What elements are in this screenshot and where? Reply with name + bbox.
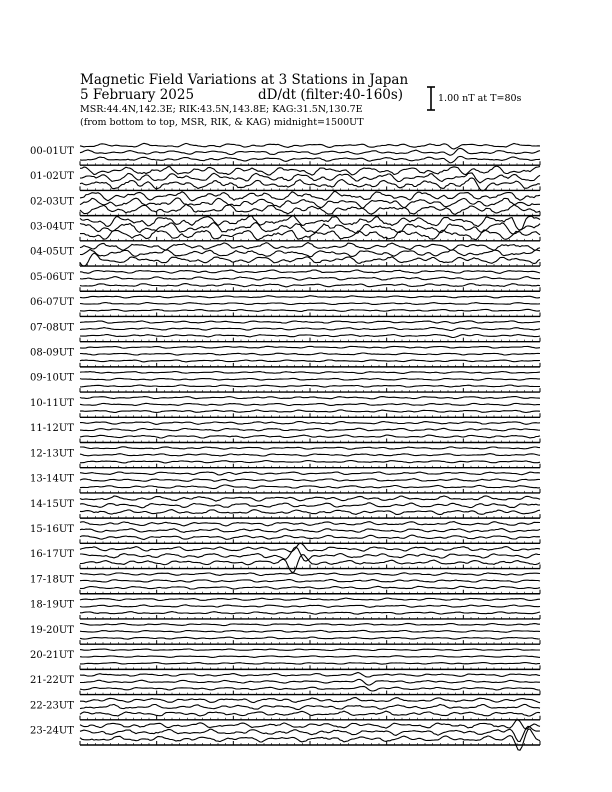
trace-KAG [80, 270, 540, 273]
row-label: 17-18UT [30, 574, 74, 586]
row-02-03UT [30, 192, 540, 216]
trace-RIK [80, 605, 540, 608]
row-label: 08-09UT [30, 347, 74, 359]
trace-MSR [80, 360, 540, 362]
scale-bar-label: 1.00 nT at T=80s [438, 93, 522, 104]
row-01-02UT [30, 166, 540, 191]
row-label: 02-03UT [30, 196, 74, 208]
trace-RIK [80, 223, 540, 234]
trace-MSR [80, 637, 540, 639]
trace-MSR [80, 555, 540, 573]
trace-KAG [80, 216, 540, 230]
row-label: 23-24UT [30, 725, 74, 737]
trace-MSR [80, 435, 540, 438]
row-21-22UT [30, 673, 540, 695]
trace-RIK [80, 630, 540, 632]
row-label: 15-16UT [30, 523, 74, 535]
chart-date: 5 February 2025 [80, 87, 195, 103]
trace-RIK [80, 328, 540, 331]
trace-KAG [80, 321, 540, 324]
row-23-24UT [30, 720, 540, 750]
row-20-21UT [30, 649, 540, 669]
trace-MSR [80, 510, 540, 515]
trace-KAG [80, 243, 540, 251]
row-label: 16-17UT [30, 549, 74, 561]
trace-KAG [80, 698, 540, 703]
trace-KAG [80, 598, 540, 601]
chart-title: Magnetic Field Variations at 3 Stations in Japan [80, 72, 409, 88]
trace-MSR [80, 535, 540, 539]
row-11-12UT [30, 422, 540, 443]
trace-RIK [80, 303, 540, 305]
trace-KAG [80, 522, 540, 526]
trace-KAG [80, 192, 540, 201]
row-05-06UT [30, 270, 540, 291]
trace-RIK [80, 479, 540, 482]
row-label: 21-22UT [30, 675, 74, 687]
trace-KAG [80, 296, 540, 298]
trace-KAG [80, 166, 540, 175]
row-14-15UT [30, 496, 540, 518]
trace-KAG [80, 447, 540, 449]
trace-RIK [80, 547, 540, 561]
trace-KAG [80, 346, 540, 348]
row-12-13UT [30, 447, 540, 468]
trace-RIK [80, 503, 540, 508]
row-label: 09-10UT [30, 372, 74, 384]
trace-KAG [80, 496, 540, 501]
trace-MSR [80, 410, 540, 413]
chart-component: dD/dt (filter:40-160s) [258, 87, 404, 103]
row-label: 03-04UT [30, 221, 74, 233]
trace-KAG [80, 397, 540, 399]
trace-RIK [80, 428, 540, 431]
trace-KAG [80, 472, 540, 475]
trace-MSR [80, 485, 540, 489]
row-18-19UT [30, 598, 540, 619]
station-order-note: (from bottom to top, MSR, RIK, & KAG) midnight=1500UT [80, 117, 364, 128]
trace-RIK [80, 249, 540, 256]
trace-RIK [80, 148, 540, 155]
row-label: 18-19UT [30, 599, 74, 611]
trace-MSR [80, 385, 540, 387]
row-label: 22-23UT [30, 700, 74, 712]
row-15-16UT [30, 522, 540, 544]
row-08-09UT [30, 346, 540, 367]
row-19-20UT [30, 623, 540, 644]
row-label: 10-11UT [30, 397, 74, 409]
trace-RIK [80, 403, 540, 405]
row-label: 01-02UT [30, 171, 74, 183]
trace-MSR [80, 335, 540, 338]
scale-bar [427, 87, 435, 110]
row-label: 06-07UT [30, 297, 74, 309]
row-17-18UT [30, 573, 540, 594]
row-07-08UT [30, 321, 540, 342]
row-label: 13-14UT [30, 473, 74, 485]
row-10-11UT [30, 397, 540, 418]
row-label: 19-20UT [30, 624, 74, 636]
trace-KAG [80, 673, 540, 678]
trace-KAG [80, 143, 540, 149]
row-04-05UT [30, 243, 540, 267]
trace-RIK [80, 704, 540, 709]
trace-MSR [80, 686, 540, 691]
row-label: 12-13UT [30, 448, 74, 460]
row-06-07UT [30, 296, 540, 317]
row-label: 20-21UT [30, 650, 74, 662]
trace-KAG [80, 543, 540, 552]
row-label: 00-01UT [30, 145, 74, 157]
trace-MSR [80, 461, 540, 463]
row-09-10UT [30, 372, 540, 393]
trace-RIK [80, 277, 540, 280]
row-label: 11-12UT [30, 423, 74, 435]
row-16-17UT [30, 543, 540, 573]
trace-KAG [80, 649, 540, 651]
trace-KAG [80, 372, 540, 374]
trace-rows [30, 143, 540, 750]
trace-RIK [80, 454, 540, 456]
row-label: 07-08UT [30, 322, 74, 334]
row-03-04UT [30, 216, 540, 241]
trace-KAG [80, 573, 540, 576]
trace-KAG [80, 623, 540, 625]
row-00-01UT [30, 143, 540, 165]
trace-RIK [80, 529, 540, 533]
trace-MSR [80, 309, 540, 311]
trace-RIK [80, 378, 540, 380]
row-22-23UT [30, 698, 540, 720]
trace-KAG [80, 422, 540, 425]
trace-MSR [80, 729, 540, 750]
trace-RIK [80, 656, 540, 658]
trace-RIK [80, 580, 540, 583]
trace-MSR [80, 711, 540, 716]
trace-MSR [80, 663, 540, 665]
trace-MSR [80, 284, 540, 287]
trace-MSR [80, 586, 540, 589]
trace-KAG [80, 720, 540, 729]
trace-RIK [80, 353, 540, 355]
row-label: 14-15UT [30, 498, 74, 510]
trace-RIK [80, 679, 540, 685]
row-13-14UT [30, 472, 540, 493]
row-label: 05-06UT [30, 271, 74, 283]
trace-MSR [80, 612, 540, 615]
station-coordinates: MSR:44.4N,142.3E; RIK:43.5N,143.8E; KAG:31.5N,130.7E [80, 104, 363, 115]
row-label: 04-05UT [30, 246, 74, 258]
